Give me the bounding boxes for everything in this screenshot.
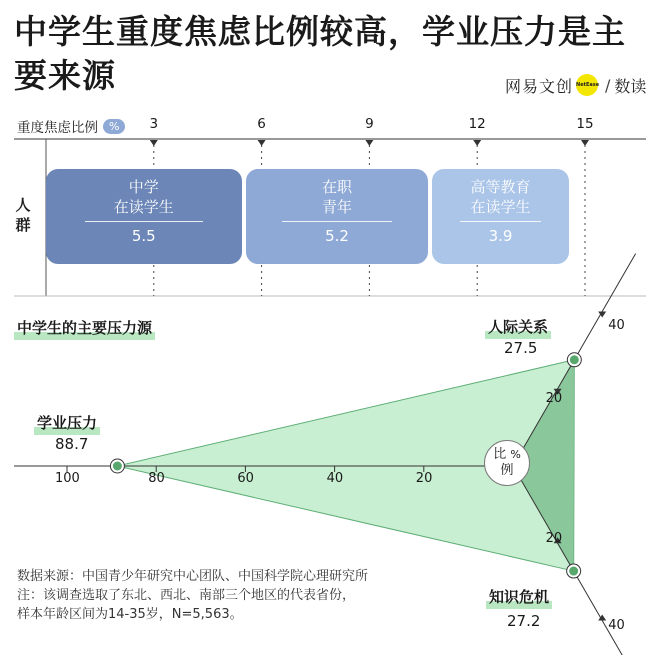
bar-category-label: 高等教育 在读学生 <box>470 178 531 216</box>
radar-axis-name: 知识危机 <box>489 588 550 606</box>
radar-axis-label-relation <box>488 316 548 337</box>
brand-sub: 数读 <box>614 76 647 96</box>
bar-tick-label: 12 <box>468 116 486 132</box>
bar-0 <box>46 169 242 264</box>
bar-2 <box>432 169 568 264</box>
note-line-1: 注：该调查选取了东北、西北、南部三个地区的代表省份， <box>17 588 356 603</box>
bar-y-axis-title: 人群 <box>15 196 31 234</box>
bar-category-label: 在职 青年 <box>322 178 353 216</box>
radar-unit-badge <box>484 440 530 486</box>
bar-value-label: 5.2 <box>325 227 349 245</box>
bar-value-label: 5.5 <box>131 227 156 245</box>
radar-value-academic: 88.7 <box>55 435 89 453</box>
unit-line1: 比 <box>493 447 507 462</box>
radar-point <box>113 462 122 471</box>
radar-point <box>569 567 578 576</box>
radar-tick-label: 80 <box>148 471 165 486</box>
radar-axis-name: 学业压力 <box>37 414 98 432</box>
radar-value-relation: 27.5 <box>504 339 538 357</box>
bar-tick-marker <box>258 140 266 146</box>
radar-tick-label: 20 <box>545 390 563 406</box>
radar-point <box>570 355 579 364</box>
bar-unit-badge: % <box>103 119 125 134</box>
bar-tick-label: 15 <box>576 116 594 132</box>
notes <box>17 567 368 624</box>
bar-tick-marker <box>150 140 158 146</box>
bar-tick-marker <box>581 140 589 146</box>
bar-x-axis-title: 重度焦虑比例 <box>17 120 98 136</box>
unit-symbol: % <box>510 448 521 461</box>
brand-name: 网易文创 <box>505 76 574 96</box>
radar-tick-label: 40 <box>608 618 625 634</box>
radar-tick-label: 100 <box>55 471 80 486</box>
radar-axis-label-academic <box>37 412 97 433</box>
page-title: 中学生重度焦虑比例较高，学业压力是主要来源 <box>14 12 626 95</box>
radar-tick-label: 40 <box>608 317 625 333</box>
bar-value-label: 3.9 <box>488 227 513 245</box>
radar-axis-name: 人际关系 <box>488 318 549 336</box>
bar-tick-label: 9 <box>365 116 374 132</box>
radar-title-text: 中学生的主要压力源 <box>17 319 153 337</box>
bar-category-label: 中学 在读学生 <box>113 178 174 216</box>
radar-tick-label: 40 <box>326 471 344 486</box>
radar-title <box>17 317 152 338</box>
radar-axis-label-knowledge <box>489 586 549 607</box>
unit-line2: 例 <box>500 463 514 478</box>
note-line-2: 样本年龄区间为14-35岁，N=5,563。 <box>17 607 243 622</box>
radar-tick-label: 20 <box>415 471 433 486</box>
radar-tick-label: 60 <box>237 471 254 486</box>
radar-value-knowledge: 27.2 <box>507 612 541 630</box>
source-note: 数据来源：中国青少年研究中心团队、中国科学院心理研究所 <box>17 569 369 584</box>
bar-tick-label: 6 <box>257 116 266 132</box>
bar-tick-marker <box>473 140 481 146</box>
bar-tick-marker <box>365 140 373 146</box>
brand-logo: 网易文创 NetEase / 数读 <box>505 75 647 96</box>
bar-1 <box>246 169 429 264</box>
brand-badge-icon: NetEase <box>576 74 598 96</box>
bar-tick-label: 3 <box>149 116 159 132</box>
radar-tick-label: 20 <box>545 531 563 547</box>
